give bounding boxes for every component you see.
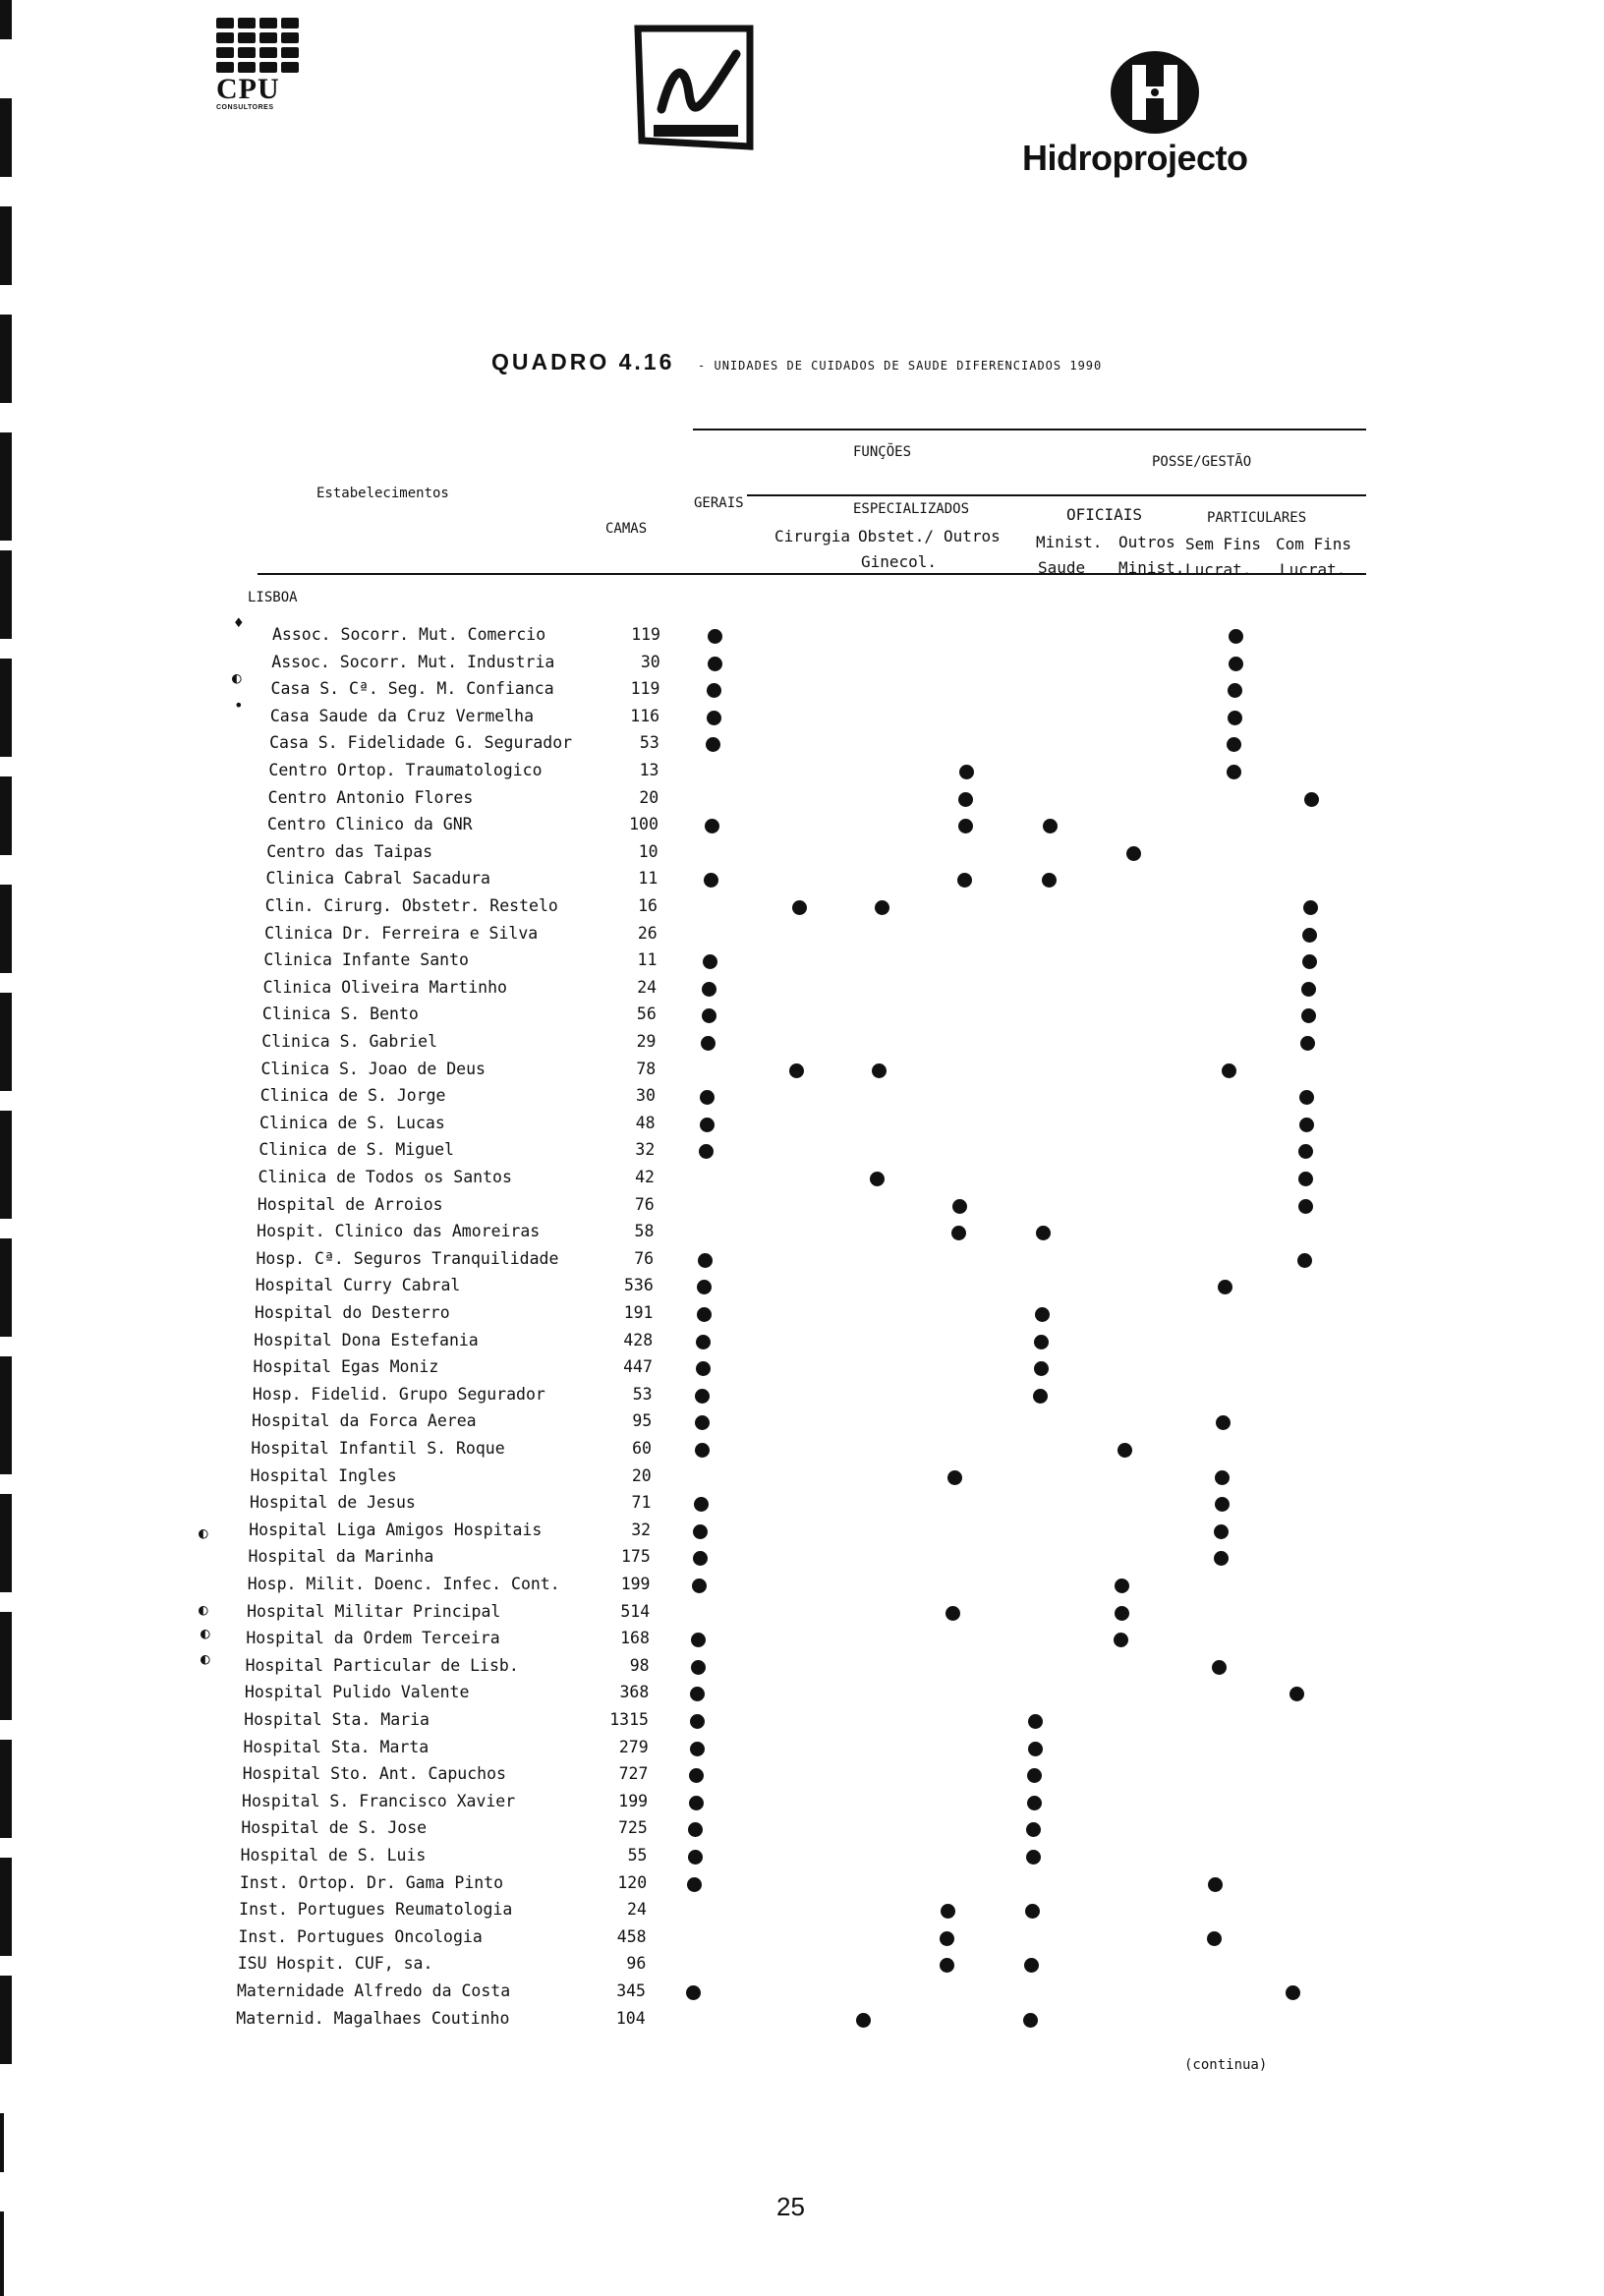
row-beds-value: 1315 xyxy=(609,1710,649,1729)
row-beds-value: 98 xyxy=(629,1655,650,1675)
row-mark-gerais xyxy=(693,1524,708,1539)
row-mark-outros xyxy=(952,1199,967,1214)
row-mark-com_fins xyxy=(1298,1172,1313,1186)
row-establishment-name: Hospital de Jesus xyxy=(249,1493,416,1513)
row-establishment-name: Casa S. Cª. Seg. M. Confianca xyxy=(270,679,554,699)
row-beds-value: 95 xyxy=(632,1411,653,1431)
row-mark-com_fins xyxy=(1297,1253,1312,1268)
row-establishment-name: Clinica de S. Lucas xyxy=(259,1113,445,1132)
row-establishment-name: Clinica S. Joao de Deus xyxy=(260,1059,486,1078)
row-mark-sem_fins xyxy=(1228,711,1242,725)
row-beds-value: 71 xyxy=(631,1493,652,1513)
row-mark-sem_fins xyxy=(1215,1470,1230,1485)
row-mark-gerais xyxy=(702,982,716,997)
row-beds-value: 199 xyxy=(620,1575,651,1593)
header-nonprofit-line1: Sem Fins xyxy=(1185,535,1262,553)
margin-mark: ◐ xyxy=(232,668,242,687)
row-establishment-name: Clinica S. Gabriel xyxy=(261,1032,437,1051)
row-establishment-name: Hospital Pulido Valente xyxy=(244,1683,470,1702)
row-mark-min_saude xyxy=(1042,873,1057,888)
row-mark-obstet xyxy=(856,2013,871,2028)
row-mark-gerais xyxy=(708,657,722,671)
row-mark-gerais xyxy=(699,1144,714,1159)
header-private: PARTICULARES xyxy=(1207,510,1307,526)
row-establishment-name: Hospital S. Francisco Xavier xyxy=(242,1791,516,1810)
header-rule-mid xyxy=(747,494,1366,496)
row-mark-gerais xyxy=(695,1415,710,1430)
header-forprofit-line2: Lucrat. xyxy=(1280,560,1346,579)
row-beds-value: 727 xyxy=(618,1764,649,1784)
row-mark-gerais xyxy=(705,819,719,833)
row-mark-com_fins xyxy=(1304,792,1319,807)
cpu-logo-grid xyxy=(216,18,305,73)
row-mark-sem_fins xyxy=(1214,1524,1229,1539)
row-mark-gerais xyxy=(702,1008,716,1023)
row-mark-outros xyxy=(958,819,973,833)
row-mark-min_saude xyxy=(1028,1742,1043,1756)
row-mark-min_saude xyxy=(1026,1822,1041,1837)
row-establishment-name: Clinica Oliveira Martinho xyxy=(262,977,507,997)
row-beds-value: 76 xyxy=(634,1194,655,1214)
row-mark-gerais xyxy=(701,1036,716,1051)
row-mark-gerais xyxy=(707,683,721,698)
row-mark-sem_fins xyxy=(1229,629,1243,644)
header-functions: FUNÇÕES xyxy=(853,444,912,460)
row-establishment-name: Clinica Dr. Ferreira e Silva xyxy=(264,923,539,943)
row-mark-min_saude xyxy=(1025,1904,1040,1919)
row-establishment-name: Clin. Cirurg. Obstetr. Restelo xyxy=(264,896,558,915)
hidroprojecto-logo-text: Hidroprojecto xyxy=(1022,138,1248,178)
row-mark-obstet xyxy=(870,1172,885,1186)
row-mark-com_fins xyxy=(1286,1985,1300,2000)
row-establishment-name: Hospital Sta. Maria xyxy=(244,1710,430,1729)
row-beds-value: 56 xyxy=(636,1004,657,1024)
row-beds-value: 26 xyxy=(637,923,658,943)
row-mark-outros xyxy=(945,1606,960,1621)
continued-note: (continua) xyxy=(1184,2057,1268,2073)
row-beds-value: 13 xyxy=(639,761,659,779)
row-beds-value: 96 xyxy=(626,1954,647,1974)
header-obstetrics-line2: Ginecol. xyxy=(861,552,938,571)
row-mark-gerais xyxy=(688,1822,703,1837)
margin-mark: • xyxy=(234,696,244,715)
row-beds-value: 24 xyxy=(637,977,658,997)
row-mark-sem_fins xyxy=(1208,1877,1223,1892)
row-establishment-name: Centro das Taipas xyxy=(266,841,433,861)
row-mark-outros_min xyxy=(1115,1578,1129,1593)
row-mark-obstet xyxy=(872,1063,887,1078)
row-mark-gerais xyxy=(708,629,722,644)
row-beds-value: 16 xyxy=(638,896,658,915)
row-mark-outros_min xyxy=(1114,1633,1128,1647)
row-mark-gerais xyxy=(697,1280,712,1294)
table-title-row xyxy=(491,349,1102,375)
row-mark-gerais xyxy=(694,1497,709,1512)
row-mark-min_saude xyxy=(1027,1768,1042,1783)
row-establishment-name: Clinica de S. Miguel xyxy=(258,1140,454,1160)
row-mark-sem_fins xyxy=(1227,737,1241,752)
row-mark-com_fins xyxy=(1299,1118,1314,1132)
row-mark-min_saude xyxy=(1034,1335,1049,1349)
row-mark-sem_fins xyxy=(1227,765,1241,779)
header-others: Outros xyxy=(944,527,1001,545)
row-mark-com_fins xyxy=(1302,954,1317,969)
cpu-logo-subtext: CONSULTORES xyxy=(216,104,274,111)
row-mark-gerais xyxy=(706,737,720,752)
row-establishment-name: Hospital de S. Jose xyxy=(241,1818,428,1838)
row-beds-value: 104 xyxy=(615,2008,646,2028)
row-beds-value: 11 xyxy=(637,950,658,970)
row-mark-gerais xyxy=(690,1687,705,1701)
row-establishment-name: Casa Saude da Cruz Vermelha xyxy=(269,706,535,725)
header-rule-top xyxy=(693,429,1366,430)
row-beds-value: 30 xyxy=(636,1086,656,1106)
row-mark-min_saude xyxy=(1033,1389,1048,1404)
row-establishment-name: Assoc. Socorr. Mut. Industria xyxy=(271,652,555,671)
row-mark-min_saude xyxy=(1043,819,1058,833)
row-establishment-name: Hospital do Desterro xyxy=(255,1303,450,1322)
row-mark-gerais xyxy=(691,1660,706,1675)
row-establishment-name: Hospital Ingles xyxy=(250,1465,397,1485)
row-establishment-name: Hosp. Milit. Doenc. Infec. Cont. xyxy=(247,1575,560,1593)
row-beds-value: 199 xyxy=(618,1791,649,1810)
row-beds-value: 29 xyxy=(636,1032,657,1051)
row-establishment-name: Hospital Liga Amigos Hospitais xyxy=(249,1520,543,1539)
row-mark-gerais xyxy=(689,1796,704,1810)
row-establishment-name: Hospital Militar Principal xyxy=(247,1601,501,1621)
row-mark-sem_fins xyxy=(1207,1931,1222,1946)
row-mark-gerais xyxy=(690,1742,705,1756)
row-mark-cirurgia xyxy=(792,900,807,915)
header-official: OFICIAIS xyxy=(1066,505,1143,524)
row-beds-value: 116 xyxy=(630,706,660,725)
row-mark-gerais xyxy=(688,1850,703,1865)
margin-mark: ♦ xyxy=(234,613,244,632)
header-nonprofit-line2: Lucrat. xyxy=(1185,560,1252,579)
cpu-logo-text: CPU xyxy=(216,73,280,105)
row-establishment-name: Hospit. Clinico das Amoreiras xyxy=(257,1222,541,1241)
row-mark-min_saude xyxy=(1023,2013,1038,2028)
row-mark-min_saude xyxy=(1034,1361,1049,1376)
row-mark-outros xyxy=(958,792,973,807)
row-beds-value: 24 xyxy=(627,1900,647,1920)
row-mark-com_fins xyxy=(1303,900,1318,915)
row-mark-min_saude xyxy=(1024,1958,1039,1973)
table-subtitle: - UNIDADES DE CUIDADOS DE SAUDE DIFERENCIADOS 1990 xyxy=(698,359,1103,373)
row-establishment-name: Maternidade Alfredo da Costa xyxy=(237,1981,511,2000)
row-mark-gerais xyxy=(686,1985,701,2000)
row-establishment-name: Hospital Dona Estefania xyxy=(254,1330,479,1349)
row-establishment-name: Inst. Portugues Reumatologia xyxy=(239,1900,513,1920)
row-mark-sem_fins xyxy=(1218,1280,1232,1294)
row-establishment-name: Clinica S. Bento xyxy=(261,1004,419,1024)
row-mark-gerais xyxy=(695,1443,710,1458)
row-mark-gerais xyxy=(703,954,717,969)
row-establishment-name: Centro Antonio Flores xyxy=(267,787,474,807)
row-establishment-name: Hosp. Fidelid. Grupo Segurador xyxy=(252,1384,545,1404)
row-mark-com_fins xyxy=(1299,1090,1314,1105)
row-mark-gerais xyxy=(695,1389,710,1404)
row-mark-com_fins xyxy=(1298,1144,1313,1159)
row-mark-com_fins xyxy=(1289,1687,1304,1701)
row-mark-min_saude xyxy=(1028,1714,1043,1729)
row-establishment-name: Centro Ortop. Traumatologico xyxy=(268,761,543,779)
row-mark-cirurgia xyxy=(789,1063,804,1078)
row-establishment-name: Hospital Sto. Ant. Capuchos xyxy=(242,1764,506,1784)
row-mark-outros xyxy=(940,1931,954,1946)
row-mark-outros xyxy=(951,1226,966,1240)
row-mark-gerais xyxy=(696,1335,711,1349)
row-beds-value: 119 xyxy=(630,679,660,699)
row-beds-value: 514 xyxy=(620,1601,651,1621)
row-beds-value: 32 xyxy=(631,1520,652,1539)
row-mark-min_saude xyxy=(1035,1307,1050,1322)
row-mark-outros xyxy=(940,1958,954,1973)
row-establishment-name: Hospital Infantil S. Roque xyxy=(251,1439,505,1458)
row-establishment-name: Clinica Infante Santo xyxy=(263,950,469,970)
row-mark-gerais xyxy=(700,1090,715,1105)
row-mark-sem_fins xyxy=(1222,1063,1236,1078)
row-beds-value: 175 xyxy=(620,1547,651,1567)
row-mark-gerais xyxy=(691,1633,706,1647)
row-mark-com_fins xyxy=(1301,982,1316,997)
row-beds-value: 20 xyxy=(631,1465,652,1485)
row-beds-value: 78 xyxy=(636,1059,657,1078)
header-ownership: POSSE/GESTÃO xyxy=(1152,454,1252,470)
header-other-ministry-line2: Minist. xyxy=(1118,558,1185,577)
row-establishment-name: Clinica Cabral Sacadura xyxy=(265,869,490,889)
row-mark-outros xyxy=(941,1904,955,1919)
row-mark-sem_fins xyxy=(1215,1497,1230,1512)
row-mark-sem_fins xyxy=(1212,1660,1227,1675)
row-mark-gerais xyxy=(689,1768,704,1783)
row-beds-value: 76 xyxy=(634,1248,655,1268)
row-beds-value: 30 xyxy=(640,652,660,671)
row-mark-sem_fins xyxy=(1214,1551,1229,1566)
row-mark-gerais xyxy=(697,1307,712,1322)
row-mark-com_fins xyxy=(1301,1008,1316,1023)
row-beds-value: 58 xyxy=(634,1222,655,1241)
row-beds-value: 345 xyxy=(616,1981,646,2000)
row-mark-gerais xyxy=(698,1253,713,1268)
hidroprojecto-logo xyxy=(1022,47,1278,195)
margin-mark: ◐ xyxy=(199,1600,208,1619)
row-mark-outros_min xyxy=(1115,1606,1129,1621)
row-mark-min_saude xyxy=(1027,1796,1042,1810)
row-mark-outros xyxy=(959,765,974,779)
row-beds-value: 191 xyxy=(623,1303,654,1322)
row-mark-min_saude xyxy=(1036,1226,1051,1240)
header-ministry-health-line1: Minist. xyxy=(1036,533,1103,551)
row-mark-sem_fins xyxy=(1216,1415,1231,1430)
row-beds-value: 536 xyxy=(623,1276,654,1295)
row-mark-sem_fins xyxy=(1228,683,1242,698)
row-establishment-name: Hospital da Marinha xyxy=(248,1547,434,1567)
margin-mark: ◐ xyxy=(200,1624,210,1642)
margin-mark: ◐ xyxy=(200,1649,210,1668)
row-establishment-name: Assoc. Socorr. Mut. Comercio xyxy=(272,625,546,644)
row-mark-outros xyxy=(947,1470,962,1485)
row-beds-value: 119 xyxy=(631,625,660,644)
row-beds-value: 447 xyxy=(623,1357,653,1377)
row-beds-value: 120 xyxy=(617,1872,648,1892)
row-mark-com_fins xyxy=(1298,1199,1313,1214)
row-mark-gerais xyxy=(704,873,718,888)
row-mark-gerais xyxy=(707,711,721,725)
row-mark-gerais xyxy=(692,1578,707,1593)
row-establishment-name: Maternid. Magalhaes Coutinho xyxy=(236,2008,510,2028)
row-establishment-name: Inst. Ortop. Dr. Gama Pinto xyxy=(239,1872,504,1892)
row-mark-com_fins xyxy=(1300,1036,1315,1051)
row-beds-value: 48 xyxy=(635,1113,656,1132)
row-mark-com_fins xyxy=(1302,928,1317,943)
region-label: LISBOA xyxy=(248,590,298,605)
row-mark-outros_min xyxy=(1117,1443,1132,1458)
row-beds-value: 725 xyxy=(617,1818,648,1838)
row-establishment-name: Casa S. Fidelidade G. Segurador xyxy=(269,733,573,753)
row-establishment-name: Hospital Particular de Lisb. xyxy=(245,1655,519,1675)
row-establishment-name: Hospital da Forca Aerea xyxy=(252,1411,477,1431)
header-ministry-health-line2: Saude xyxy=(1038,558,1086,577)
row-mark-min_saude xyxy=(1026,1850,1041,1865)
row-establishment-name: Hospital de S. Luis xyxy=(240,1846,427,1865)
row-establishment-name: Hospital Egas Moniz xyxy=(253,1357,439,1377)
header-obstetrics-line1: Obstet./ xyxy=(858,527,935,545)
row-mark-sem_fins xyxy=(1229,657,1243,671)
row-establishment-name: Hospital da Ordem Terceira xyxy=(246,1629,500,1648)
row-establishment-name: Hospital de Arroios xyxy=(257,1194,443,1214)
seaga-logo xyxy=(634,25,754,150)
row-mark-gerais xyxy=(700,1118,715,1132)
row-beds-value: 53 xyxy=(632,1384,653,1404)
row-establishment-name: Centro Clinico da GNR xyxy=(266,815,473,834)
row-mark-gerais xyxy=(690,1714,705,1729)
row-establishment-name: Clinica de Todos os Santos xyxy=(258,1168,512,1186)
row-beds-value: 168 xyxy=(620,1629,650,1648)
header-specialized: ESPECIALIZADOS xyxy=(853,501,970,517)
row-establishment-name: Hosp. Cª. Seguros Tranquilidade xyxy=(256,1248,559,1268)
row-mark-outros_min xyxy=(1126,846,1141,861)
row-beds-value: 368 xyxy=(619,1683,650,1702)
row-beds-value: 458 xyxy=(616,1926,647,1946)
header-surgery: Cirurgia xyxy=(774,527,851,545)
row-beds-value: 42 xyxy=(635,1168,655,1186)
row-mark-outros xyxy=(957,873,972,888)
header-other-ministry-line1: Outros xyxy=(1118,533,1175,551)
row-mark-gerais xyxy=(693,1551,708,1566)
row-establishment-name: Hospital Curry Cabral xyxy=(255,1276,461,1295)
row-beds-value: 32 xyxy=(635,1140,656,1160)
row-establishment-name: Hospital Sta. Marta xyxy=(243,1737,430,1756)
row-beds-value: 100 xyxy=(629,815,659,834)
cpu-logo xyxy=(216,18,305,136)
row-beds-value: 428 xyxy=(623,1330,654,1349)
row-beds-value: 11 xyxy=(638,869,659,889)
row-establishment-name: Clinica de S. Jorge xyxy=(259,1086,446,1106)
row-beds-value: 20 xyxy=(639,787,659,807)
row-beds-value: 279 xyxy=(618,1737,649,1756)
row-beds-value: 60 xyxy=(632,1439,652,1458)
header-general: GERAIS xyxy=(694,495,744,511)
header-establishments: Estabelecimentos xyxy=(316,486,449,501)
header-forprofit-line1: Com Fins xyxy=(1276,535,1352,553)
row-mark-gerais xyxy=(687,1877,702,1892)
row-mark-gerais xyxy=(696,1361,711,1376)
page-number: 25 xyxy=(776,2192,805,2221)
row-establishment-name: Inst. Portugues Oncologia xyxy=(238,1926,483,1946)
row-beds-value: 53 xyxy=(639,733,659,753)
header-beds: CAMAS xyxy=(605,521,648,537)
row-mark-obstet xyxy=(875,900,889,915)
table-title: QUADRO 4.16 xyxy=(491,349,675,374)
row-beds-value: 10 xyxy=(638,841,659,861)
row-establishment-name: ISU Hospit. CUF, sa. xyxy=(237,1954,433,1974)
row-beds-value: 55 xyxy=(627,1846,648,1865)
margin-mark: ◐ xyxy=(199,1523,208,1542)
